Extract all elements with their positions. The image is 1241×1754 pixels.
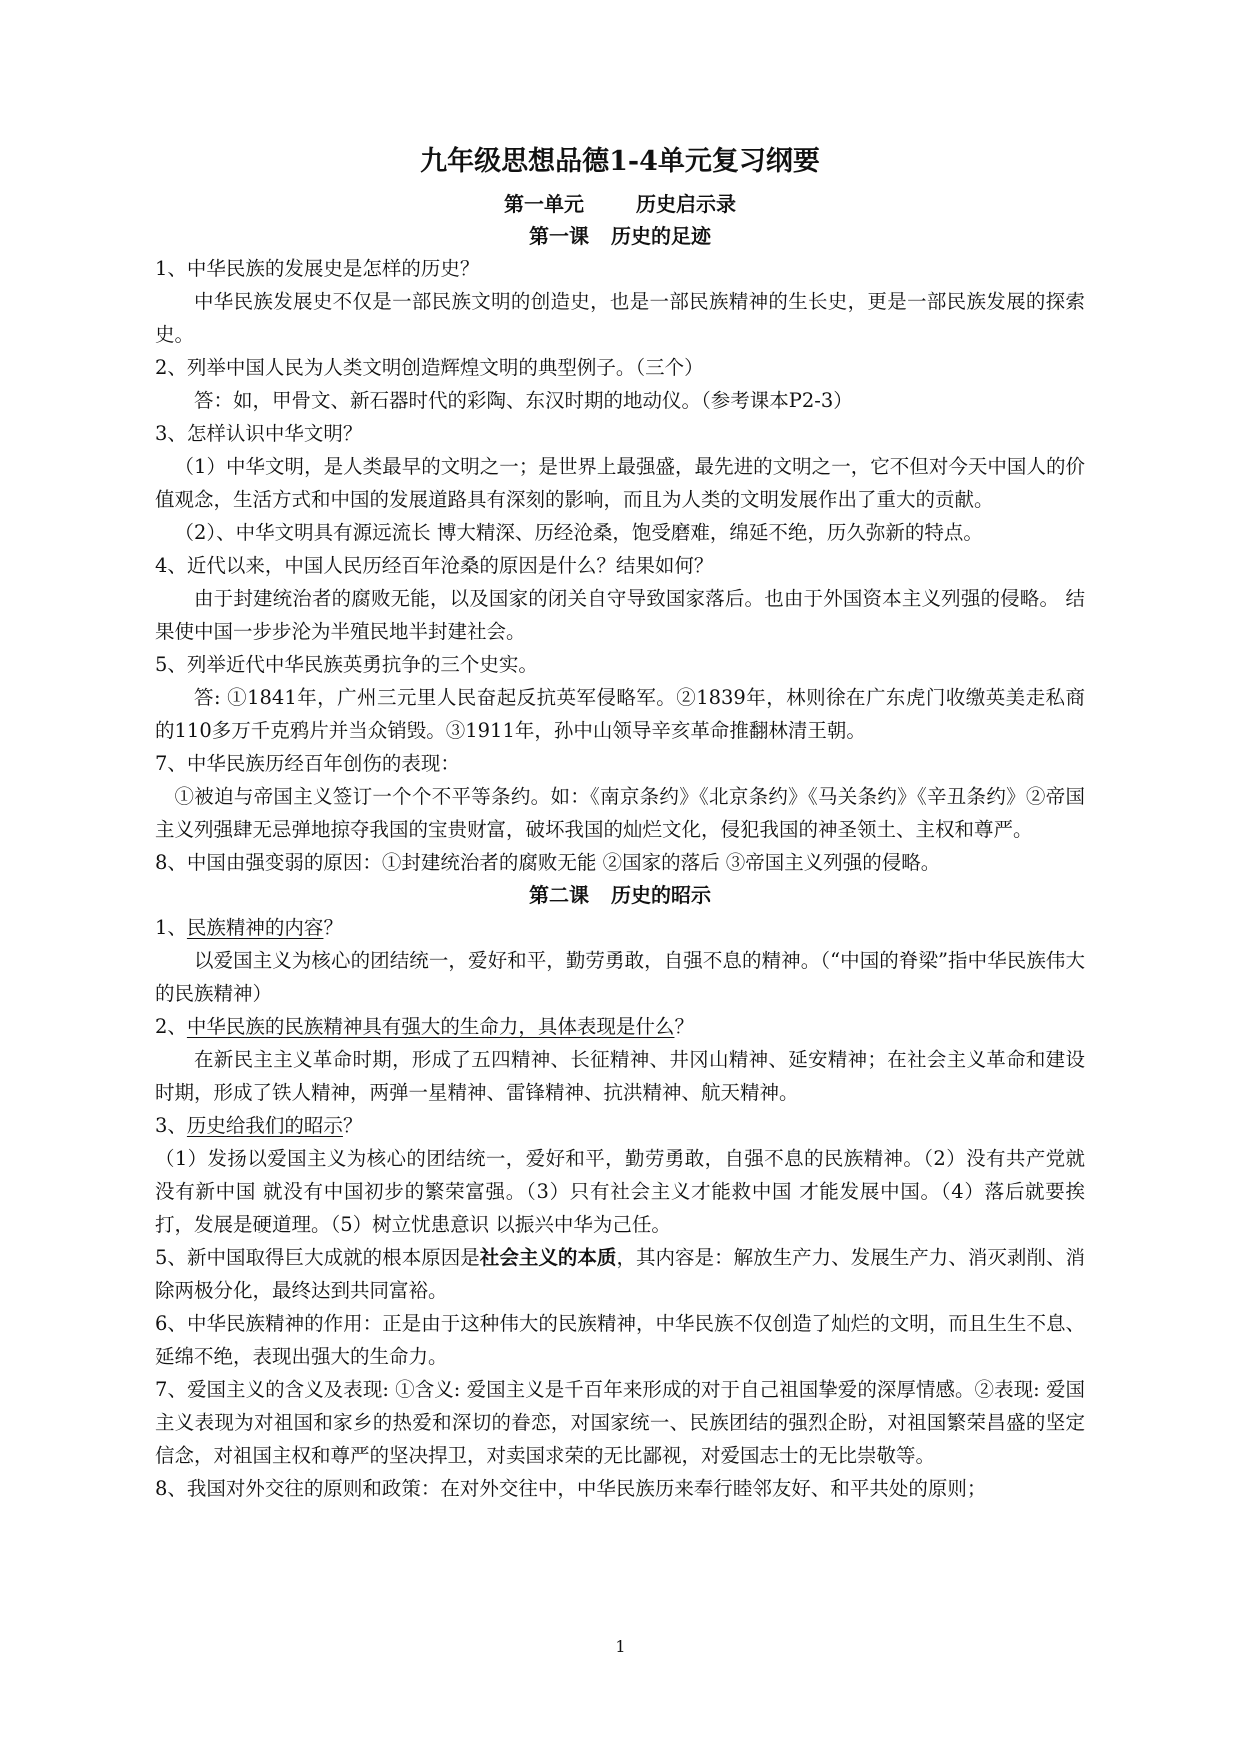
question-mark: ？: [323, 916, 343, 939]
question: [155, 911, 1085, 944]
paragraph: 7、爱国主义的含义及表现: ①含义: 爱国主义是千百年来形成的对于自己祖国挚爱的深厚情感。②表现: 爱国主义表现为对祖国和家乡的热爱和深切的眷恋，对国家统一、民族团结的强烈企盼，对祖国繁荣昌盛的坚定信念，对祖国主权和尊严的坚决捍卫，对卖国求荣的无比鄙视，对爱国志士的无比崇敬等。: [155, 1378, 1085, 1467]
question-mark: ？: [342, 1114, 363, 1137]
answer: ①被迫与帝国主义签订一个个不平等条约。如：《南京条约》《北京条约》《马关条约》《辛丑条约》②帝国主义列强肆无忌弹地掠夺我国的宝贵财富，破坏我国的灿烂文化，侵犯我国的神圣领土、主权和尊严。: [155, 785, 1085, 841]
answer: 在新民主主义革命时期，形成了五四精神、长征精神、井冈山精神、延安精神；在社会主义革命和建设时期，形成了铁人精神，两弹一星精神、雷锋精神、抗洪精神、航天精神。: [155, 1048, 1085, 1104]
question: 2、列举中国人民为人类文明创造辉煌文明的典型例子。（三个）: [155, 356, 704, 379]
paragraph-text: ，其内容是：解放生产力、发展生产力、消灭剥削、消除两极分化，最终达到共同富裕。: [155, 1246, 1085, 1302]
lesson1-name: 历史的足迹: [611, 224, 711, 248]
question: [155, 1010, 1085, 1043]
paragraph: [155, 1241, 1085, 1307]
document-content: [155, 140, 1085, 1505]
paragraph: 6、中华民族精神的作用：正是由于这种伟大的民族精神，中华民族不仅创造了灿烂的文明，而且生生不息、延绵不绝，表现出强大的生命力。: [155, 1312, 1085, 1368]
question-underlined: 中华民族的民族精神具有强大的生命力，具体表现是什么: [186, 1015, 675, 1038]
unit-name: 历史启示录: [636, 192, 736, 216]
question-number: 2、: [155, 1015, 187, 1038]
answer: （2）、中华文明具有源远流长 博大精深、历经沧桑，饱受磨难，绵延不绝，历久弥新的特点。: [174, 521, 983, 544]
unit-heading: [155, 188, 1085, 220]
answer: 中华民族发展史不仅是一部民族文明的创造史，也是一部民族精神的生长史，更是一部民族发展的探索史。: [155, 290, 1085, 346]
question: 7、中华民族历经百年创伤的表现：: [155, 752, 460, 775]
paragraph-text: 5、新中国取得巨大成就的根本原因是: [155, 1246, 480, 1269]
answer: 答：如，甲骨文、新石器时代的彩陶、东汉时期的地动仪。（参考课本P2-3）: [194, 389, 853, 412]
paragraph: 8、我国对外交往的原则和政策：在对外交往中，中华民族历来奉行睦邻友好、和平共处的原则；: [155, 1477, 987, 1500]
page-number: 1: [615, 1637, 626, 1656]
lesson2-name: 历史的昭示: [611, 883, 711, 907]
question: 5、列举近代中华民族英勇抗争的三个史实。: [155, 653, 538, 676]
document-title: 九年级思想品德1-4单元复习纲要: [420, 146, 820, 177]
question-underlined: 民族精神的内容: [186, 916, 324, 939]
answer: 以爱国主义为核心的团结统一，爱好和平，勤劳勇敢，自强不息的精神。（“中国的脊梁”指中华民族伟大的民族精神）: [155, 949, 1085, 1005]
question-number: 1、: [155, 916, 187, 939]
bold-text: 社会主义的本质: [479, 1246, 617, 1269]
question-number: 3、: [155, 1114, 187, 1137]
question: [155, 1109, 1085, 1142]
lesson2-label: 第二课: [529, 883, 589, 907]
question-mark: ？: [674, 1015, 694, 1038]
answer: 答: ①1841年，广州三元里人民奋起反抗英军侵略军。②1839年，林则徐在广东虎门收缴英美走私商的110多万千克鸦片并当众销毁。③1911年，孙中山领导辛亥革命推翻林清王朝。: [155, 686, 1085, 742]
lesson2-heading: [155, 879, 1085, 911]
question: 1、中华民族的发展史是怎样的历史？: [155, 257, 480, 280]
answer: 由于封建统治者的腐败无能，以及国家的闭关自守导致国家落后。也由于外国资本主义列强的侵略。 结果使中国一步步沦为半殖民地半封建社会。: [155, 587, 1085, 643]
answer: （1）中华文明，是人类最早的文明之一；是世界上最强盛，最先进的文明之一，它不但对今天中国人的价值观念，生活方式和中国的发展道路具有深刻的影响，而且为人类的文明发展作出了重大的贡献。: [155, 455, 1085, 511]
question: 4、近代以来，中国人民历经百年沧桑的原因是什么？结果如何？: [155, 554, 714, 577]
lesson1-heading: [155, 220, 1085, 252]
answer: （1）发扬以爱国主义为核心的团结统一，爱好和平，勤劳勇敢，自强不息的民族精神。（2）没有共产党就没有新中国 就没有中国初步的繁荣富强。（3）只有社会主义才能救中国 才能发展中国。（4）落后就要挨打，发展是硬道理。（5）树立忧患意识 以振兴中华为己任。: [155, 1147, 1085, 1236]
unit-label: 第一单元: [504, 192, 584, 216]
lesson1-label: 第一课: [529, 224, 589, 248]
question-underlined: 历史给我们的昭示: [186, 1114, 343, 1137]
question: 3、怎样认识中华文明？: [155, 422, 363, 445]
question: 8、中国由强变弱的原因：①封建统治者的腐败无能 ②国家的落后 ③帝国主义列强的侵略。: [155, 851, 941, 874]
